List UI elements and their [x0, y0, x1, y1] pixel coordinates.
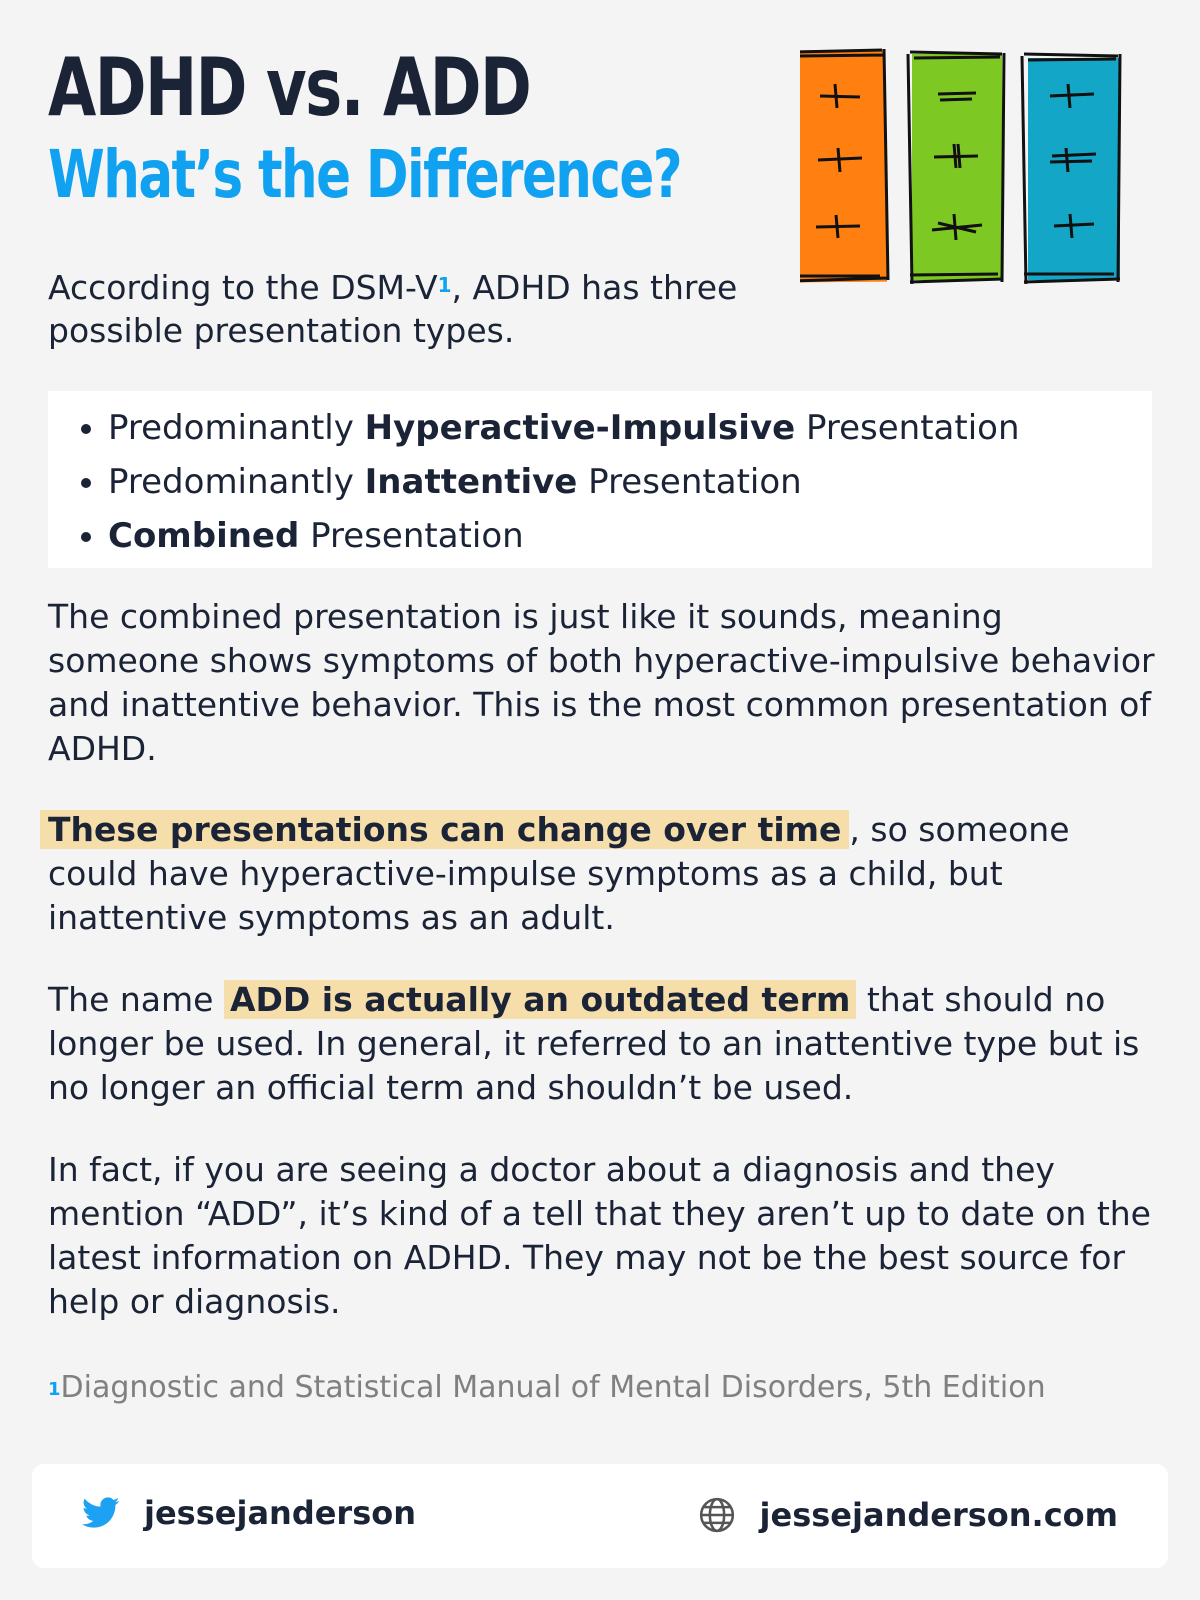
globe-icon: [698, 1496, 736, 1534]
teal-bar: [1022, 54, 1120, 284]
highlight-change: These presentations can change over time: [40, 810, 849, 849]
footnote: $^1$Diagnostic and Statistical Manual of Mental Disorders, 5th Edition: [48, 1370, 1046, 1405]
list-item: • Predominantly Hyperactive-Impulsive Presentation: [108, 401, 1152, 455]
page-title: ADHD vs. ADD: [48, 41, 531, 134]
combined-paragraph: The combined presentation is just like it sounds, meaning someone shows symptoms of both hyperactive-impulsive behavior and inattentive behavior. This is the most common presentation of ADHD.: [48, 597, 1155, 768]
title-block: [48, 41, 788, 213]
presentation-types-box: [48, 391, 1152, 568]
footnote-marker: 1: [437, 273, 452, 297]
list-item: • Predominantly Inattentive Presentation: [108, 455, 1152, 509]
twitter-link[interactable]: [82, 1494, 416, 1532]
website-url: jessejanderson.com: [759, 1496, 1118, 1534]
add-paragraph: The name ADD is actually an outdated term that should no longer be used. In general, it referred to an inattentive type but is no longer an official term and shouldn’t be used.: [48, 980, 1140, 1107]
colored-bars-illustration: [800, 44, 1150, 294]
list-item: • Combined Presentation: [108, 509, 1152, 563]
presentation-types-list: [48, 391, 1152, 563]
footnote-marker: 1: [48, 1379, 61, 1400]
intro-text: According to the DSM-$V^1$, ADHD has three possible presentation types.: [48, 268, 738, 350]
orange-bar: [800, 49, 888, 282]
change-paragraph: These presentations can change over time , so someone could have hyperactive-impulse symptoms as a child, but inattentive symptoms as an adult.: [48, 808, 1158, 940]
footer-bar: [32, 1464, 1168, 1568]
twitter-handle: jessejanderson: [144, 1494, 417, 1532]
twitter-icon: [82, 1497, 120, 1529]
page-subtitle: What’s the Difference?: [48, 136, 682, 213]
website-link[interactable]: [698, 1496, 1118, 1534]
highlight-add: ADD is actually an outdated term: [224, 980, 856, 1019]
green-bar: [908, 52, 1004, 284]
doctor-paragraph: In fact, if you are seeing a doctor about a diagnosis and they mention “ADD”, it’s kind of a tell that they aren’t up to date on the latest information on ADHD. They may not be the best source for help or diagnosis.: [48, 1150, 1151, 1321]
